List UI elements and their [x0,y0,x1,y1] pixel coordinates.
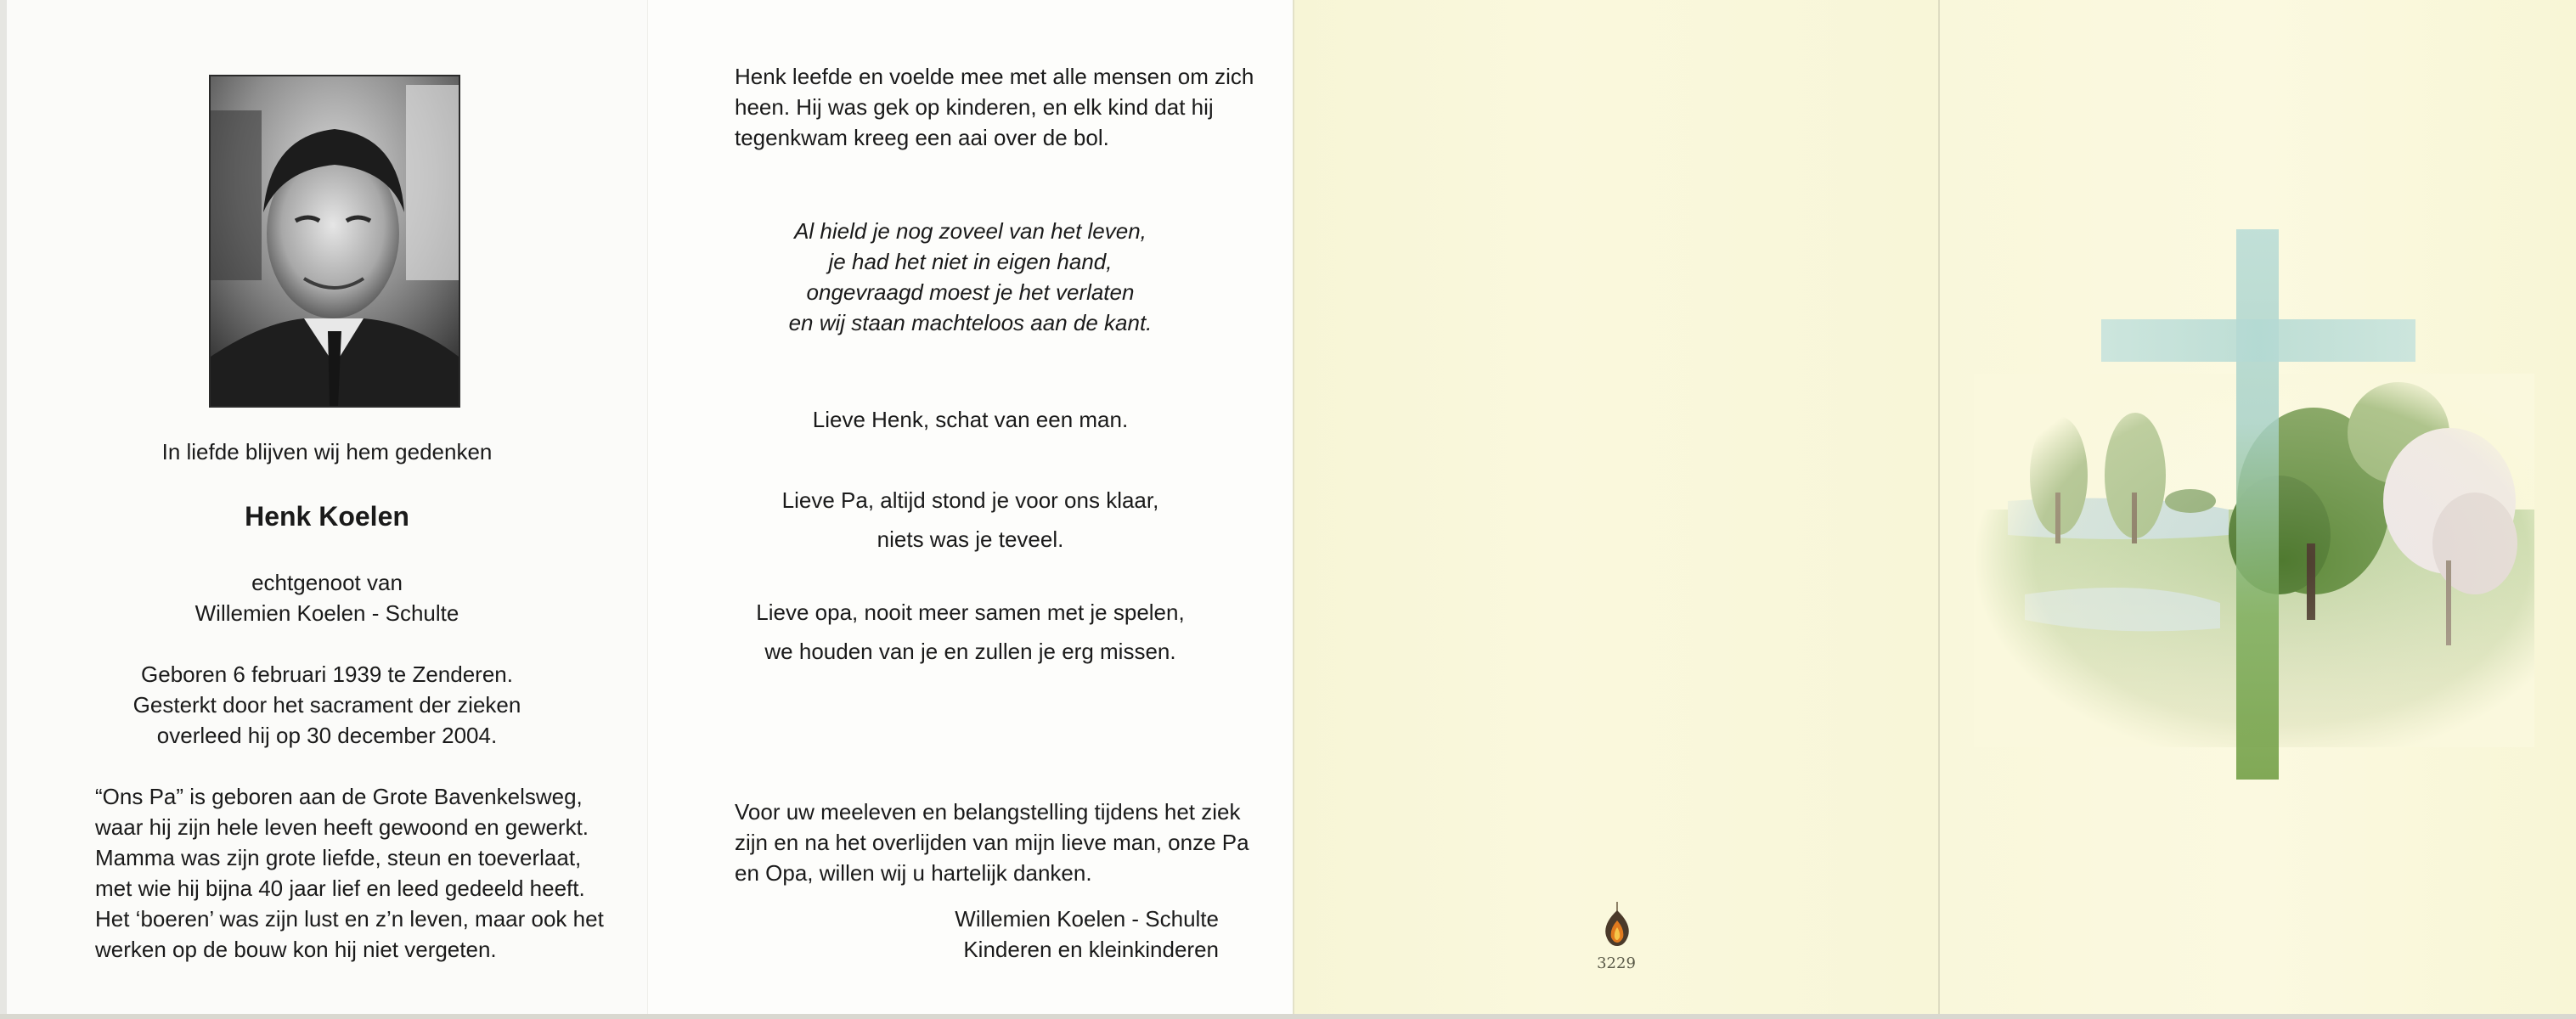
cross-vertical-beam [2236,229,2279,780]
story-line: “Ons Pa” is geboren aan de Grote Bavenkelsweg, [95,784,583,809]
poem-line: ongevraagd moest je het verlaten [806,279,1135,305]
story-line: waar hij zijn hele leven heeft gewoond en gewerkt. [95,814,589,840]
lieve-opa-line: Lieve opa, nooit meer samen met je spelen, [756,600,1185,625]
intro-text: In liefde blijven wij hem gedenken [161,439,493,464]
thanks-paragraph [735,797,1249,888]
logo-number: 3229 [1597,954,1636,972]
card-panel-text [647,0,1293,1016]
dates-line: Geboren 6 februari 1939 te Zenderen. [141,662,513,687]
story-line: Het ‘boeren’ was zijn lust en z’n leven, maar ook het [95,906,604,932]
thanks-line: Voor uw meeleven en belangstelling tijdens het ziek [735,799,1241,825]
thanks-line: en Opa, willen wij u hartelijk danken. [735,860,1092,886]
lieve-pa-line: niets was je teveel. [877,526,1064,552]
story-line: met wie hij bijna 40 jaar lief en leed gedeeld heeft. [95,875,585,901]
story-line: werken op de bouw kon hij niet vergeten. [95,937,497,962]
dates-block [7,659,647,751]
signature-line: Willemien Koelen - Schulte [955,906,1219,932]
spouse-name: Willemien Koelen - Schulte [194,600,459,626]
flame-logo-icon [1598,902,1637,948]
poem-line: en wij staan machteloos aan de kant. [788,310,1153,335]
deceased-name: Henk Koelen [245,501,409,532]
cross-horizontal-beam [2101,319,2415,362]
intro-line: tegenkwam kreeg een aai over de bol. [735,125,1109,150]
dates-line: Gesterkt door het sacrament der zieken [132,692,521,718]
portrait-photo [209,75,460,408]
poem-line: Al hield je nog zoveel van het leven, [794,218,1147,244]
intro-paragraph [735,61,1254,153]
lieve-pa-line: Lieve Pa, altijd stond je voor ons klaar, [781,487,1159,513]
intro-line: heen. Hij was gek op kinderen, en elk kind dat hij [735,94,1214,120]
signature-block [735,904,1219,965]
signature-line: Kinderen en kleinkinderen [963,937,1219,962]
spouse-block [7,567,647,628]
intro-line: Henk leefde en voelde mee met alle mensen om zich [735,64,1254,89]
poem-block [648,216,1293,338]
lieve-opa-block [648,593,1293,671]
story-line: Mamma was zijn grote liefde, steun en toeverlaat, [95,845,582,870]
story-block [95,781,604,965]
thanks-line: zijn en na het overlijden van mijn lieve man, onze Pa [735,830,1249,855]
lieve-pa-block [648,481,1293,559]
card-panel-back [1293,0,1938,1016]
card-panel-front [1938,0,2576,1016]
dates-line: overleed hij op 30 december 2004. [156,723,498,748]
poem-line: je had het niet in eigen hand, [828,249,1113,274]
lieve-opa-line: we houden van je en zullen je erg missen. [764,639,1176,664]
bottom-edge [0,1014,2576,1019]
lieve-henk-line: Lieve Henk, schat van een man. [812,407,1129,432]
spouse-label: echtgenoot van [251,570,403,595]
portrait-photo-graphic [211,76,459,406]
card-panel-portrait [0,0,647,1016]
